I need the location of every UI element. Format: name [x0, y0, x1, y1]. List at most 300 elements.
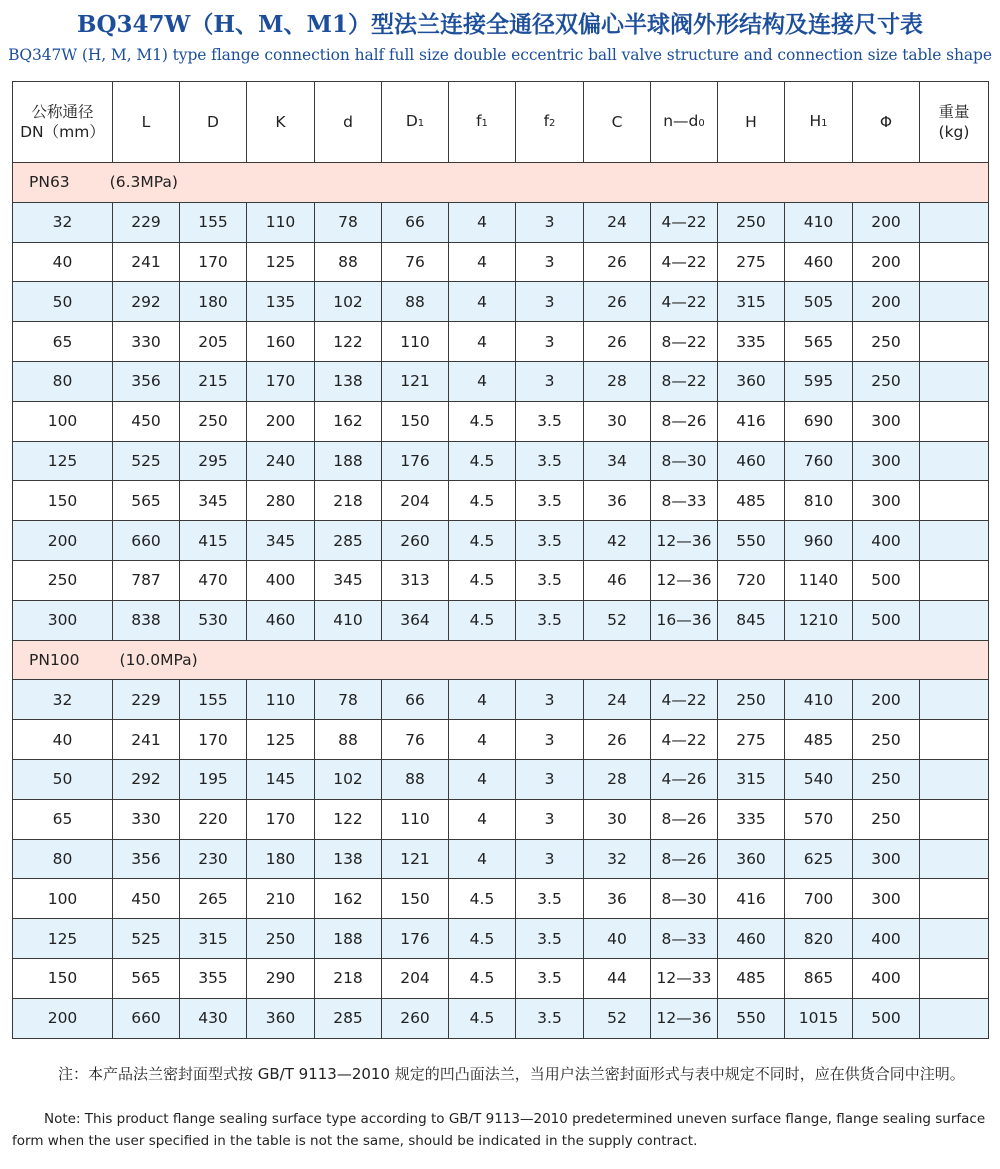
table-row	[13, 202, 989, 242]
cell-dn: 80	[13, 839, 113, 879]
cell-n-d0: 8—33	[651, 919, 718, 959]
cell-n-d0: 8—30	[651, 441, 718, 481]
cell-d-outer: 415	[180, 521, 247, 561]
cell-l: 450	[113, 401, 180, 441]
cell-h1: 820	[785, 919, 853, 959]
cell-d1: 313	[382, 560, 449, 600]
cell-l: 660	[113, 521, 180, 561]
cell-f1: 4	[449, 202, 516, 242]
cell-f2: 3	[516, 799, 584, 839]
cell-h1: 690	[785, 401, 853, 441]
col-header-f1: f1	[449, 82, 516, 163]
cell-d-outer: 295	[180, 441, 247, 481]
pressure-class: PN63	[29, 173, 70, 192]
cell-f1: 4	[449, 282, 516, 322]
table-row	[13, 242, 989, 282]
cell-f1: 4.5	[449, 521, 516, 561]
cell-k: 135	[247, 282, 315, 322]
cell-d1: 121	[382, 839, 449, 879]
cell-d1: 88	[382, 759, 449, 799]
cell-k: 240	[247, 441, 315, 481]
cell-phi: 300	[853, 401, 920, 441]
cell-k: 110	[247, 202, 315, 242]
table-row	[13, 560, 989, 600]
cell-d: 138	[315, 361, 382, 401]
cell-d-outer: 205	[180, 322, 247, 362]
cell-c: 28	[584, 759, 651, 799]
cell-d: 218	[315, 481, 382, 521]
cell-h: 460	[718, 441, 785, 481]
cell-n-d0: 4—22	[651, 720, 718, 760]
table-row	[13, 481, 989, 521]
cell-k: 125	[247, 720, 315, 760]
cell-h: 250	[718, 680, 785, 720]
cell-phi: 500	[853, 600, 920, 640]
cell-d-outer: 195	[180, 759, 247, 799]
table-row	[13, 600, 989, 640]
cell-f2: 3.5	[516, 521, 584, 561]
cell-l: 292	[113, 759, 180, 799]
cell-l: 525	[113, 441, 180, 481]
col-header-k: K	[247, 82, 315, 163]
cell-phi: 500	[853, 560, 920, 600]
cell-h: 360	[718, 839, 785, 879]
table-row	[13, 680, 989, 720]
cell-d1: 76	[382, 242, 449, 282]
note-english: Note: This product flange sealing surface type according to GB/T 9113—2010 predetermined uneven surface flange, flange sealing surface form when the user specified in the table is not the same, should be indicated in the supply contract.	[12, 1111, 986, 1149]
cell-d: 88	[315, 242, 382, 282]
cell-d: 162	[315, 879, 382, 919]
cell-d1: 364	[382, 600, 449, 640]
cell-n-d0: 16—36	[651, 600, 718, 640]
cell-f2: 3.5	[516, 441, 584, 481]
cell-h: 720	[718, 560, 785, 600]
cell-l: 292	[113, 282, 180, 322]
cell-l: 330	[113, 799, 180, 839]
cell-phi: 400	[853, 919, 920, 959]
cell-dn: 200	[13, 998, 113, 1038]
table-row	[13, 998, 989, 1038]
table-header-row	[13, 82, 989, 163]
table-body	[13, 163, 989, 1039]
col-header-n-d0: n—d0	[651, 82, 718, 163]
cell-n-d0: 4—22	[651, 680, 718, 720]
cell-h: 550	[718, 998, 785, 1038]
cell-d1: 150	[382, 879, 449, 919]
cell-f1: 4	[449, 720, 516, 760]
cell-d-outer: 170	[180, 242, 247, 282]
section-header-row	[13, 163, 989, 203]
cell-c: 24	[584, 202, 651, 242]
cell-n-d0: 12—33	[651, 958, 718, 998]
cell-h: 250	[718, 202, 785, 242]
cell-d: 102	[315, 759, 382, 799]
page-title: BQ347W（H、M、M1）型法兰连接全通径双偏心半球阀外形结构及连接尺寸表	[77, 11, 923, 38]
cell-k: 110	[247, 680, 315, 720]
cell-h1: 960	[785, 521, 853, 561]
cell-h1: 460	[785, 242, 853, 282]
cell-l: 565	[113, 481, 180, 521]
col-header-d1: D1	[382, 82, 449, 163]
cell-f2: 3	[516, 242, 584, 282]
cell-dn: 100	[13, 879, 113, 919]
col-header-c: C	[584, 82, 651, 163]
cell-dn: 65	[13, 799, 113, 839]
cell-c: 26	[584, 322, 651, 362]
cell-n-d0: 4—22	[651, 242, 718, 282]
cell-d-outer: 430	[180, 998, 247, 1038]
cell-n-d0: 8—26	[651, 839, 718, 879]
col-header-l: L	[113, 82, 180, 163]
table-row	[13, 919, 989, 959]
cell-dn: 100	[13, 401, 113, 441]
cell-k: 360	[247, 998, 315, 1038]
table-row	[13, 799, 989, 839]
cell-h: 335	[718, 322, 785, 362]
cell-phi: 250	[853, 361, 920, 401]
cell-f1: 4.5	[449, 441, 516, 481]
cell-k: 250	[247, 919, 315, 959]
cell-h1: 810	[785, 481, 853, 521]
cell-n-d0: 4—22	[651, 202, 718, 242]
cell-phi: 300	[853, 441, 920, 481]
cell-d: 78	[315, 680, 382, 720]
cell-h1: 485	[785, 720, 853, 760]
cell-c: 26	[584, 282, 651, 322]
table-row	[13, 282, 989, 322]
cell-d-outer: 250	[180, 401, 247, 441]
cell-d: 88	[315, 720, 382, 760]
cell-weight	[920, 441, 989, 481]
col-header-h1: H1	[785, 82, 853, 163]
col-header-h: H	[718, 82, 785, 163]
cell-h1: 540	[785, 759, 853, 799]
cell-h1: 410	[785, 680, 853, 720]
cell-d-outer: 180	[180, 282, 247, 322]
cell-d: 122	[315, 322, 382, 362]
table-row	[13, 879, 989, 919]
cell-weight	[920, 799, 989, 839]
cell-f2: 3	[516, 680, 584, 720]
cell-dn: 300	[13, 600, 113, 640]
cell-phi: 500	[853, 998, 920, 1038]
cell-f2: 3.5	[516, 560, 584, 600]
cell-phi: 250	[853, 799, 920, 839]
cell-d1: 150	[382, 401, 449, 441]
cell-phi: 250	[853, 759, 920, 799]
cell-d1: 121	[382, 361, 449, 401]
cell-c: 30	[584, 799, 651, 839]
cell-d-outer: 170	[180, 720, 247, 760]
cell-h1: 565	[785, 322, 853, 362]
col-header-weight: 重量 (kg)	[920, 82, 989, 163]
cell-f2: 3	[516, 202, 584, 242]
cell-f1: 4.5	[449, 600, 516, 640]
cell-k: 145	[247, 759, 315, 799]
cell-h: 275	[718, 720, 785, 760]
cell-phi: 200	[853, 242, 920, 282]
cell-k: 290	[247, 958, 315, 998]
cell-phi: 300	[853, 879, 920, 919]
cell-dn: 150	[13, 481, 113, 521]
cell-d1: 176	[382, 441, 449, 481]
cell-d-outer: 230	[180, 839, 247, 879]
cell-d: 218	[315, 958, 382, 998]
cell-d-outer: 530	[180, 600, 247, 640]
cell-phi: 400	[853, 958, 920, 998]
cell-k: 170	[247, 799, 315, 839]
cell-weight	[920, 361, 989, 401]
cell-n-d0: 12—36	[651, 560, 718, 600]
cell-k: 180	[247, 839, 315, 879]
cell-f2: 3	[516, 282, 584, 322]
cell-phi: 300	[853, 481, 920, 521]
cell-f2: 3.5	[516, 958, 584, 998]
cell-f2: 3.5	[516, 481, 584, 521]
cell-phi: 250	[853, 720, 920, 760]
cell-d1: 260	[382, 521, 449, 561]
cell-weight	[920, 282, 989, 322]
cell-dn: 80	[13, 361, 113, 401]
cell-d: 285	[315, 521, 382, 561]
cell-weight	[920, 560, 989, 600]
cell-c: 26	[584, 720, 651, 760]
col-header-d-outer: D	[180, 82, 247, 163]
table-row	[13, 958, 989, 998]
cell-d1: 176	[382, 919, 449, 959]
cell-d: 188	[315, 919, 382, 959]
cell-c: 36	[584, 879, 651, 919]
cell-k: 345	[247, 521, 315, 561]
cell-dn: 50	[13, 282, 113, 322]
cell-l: 450	[113, 879, 180, 919]
cell-n-d0: 8—26	[651, 401, 718, 441]
cell-n-d0: 8—22	[651, 322, 718, 362]
cell-weight	[920, 879, 989, 919]
cell-d1: 204	[382, 481, 449, 521]
cell-f1: 4.5	[449, 919, 516, 959]
cell-d1: 66	[382, 202, 449, 242]
cell-h1: 1140	[785, 560, 853, 600]
cell-h: 485	[718, 958, 785, 998]
cell-n-d0: 12—36	[651, 521, 718, 561]
cell-h1: 1015	[785, 998, 853, 1038]
cell-d1: 88	[382, 282, 449, 322]
cell-k: 280	[247, 481, 315, 521]
cell-h: 460	[718, 919, 785, 959]
cell-phi: 300	[853, 839, 920, 879]
cell-d-outer: 155	[180, 680, 247, 720]
cell-l: 330	[113, 322, 180, 362]
cell-h1: 505	[785, 282, 853, 322]
cell-d: 285	[315, 998, 382, 1038]
cell-h: 275	[718, 242, 785, 282]
cell-c: 24	[584, 680, 651, 720]
pressure-value: (10.0MPa)	[119, 650, 198, 669]
col-header-phi: Φ	[853, 82, 920, 163]
cell-h1: 700	[785, 879, 853, 919]
cell-h: 360	[718, 361, 785, 401]
cell-l: 565	[113, 958, 180, 998]
cell-l: 660	[113, 998, 180, 1038]
cell-c: 26	[584, 242, 651, 282]
cell-h: 315	[718, 759, 785, 799]
cell-phi: 200	[853, 680, 920, 720]
cell-h1: 625	[785, 839, 853, 879]
cell-d-outer: 355	[180, 958, 247, 998]
cell-weight	[920, 600, 989, 640]
cell-weight	[920, 759, 989, 799]
cell-d1: 260	[382, 998, 449, 1038]
cell-k: 125	[247, 242, 315, 282]
cell-weight	[920, 720, 989, 760]
cell-d: 188	[315, 441, 382, 481]
cell-c: 44	[584, 958, 651, 998]
cell-c: 46	[584, 560, 651, 600]
cell-d: 102	[315, 282, 382, 322]
cell-weight	[920, 839, 989, 879]
cell-k: 210	[247, 879, 315, 919]
cell-dn: 150	[13, 958, 113, 998]
cell-f1: 4	[449, 759, 516, 799]
cell-weight	[920, 401, 989, 441]
table-row	[13, 521, 989, 561]
cell-phi: 250	[853, 322, 920, 362]
cell-h: 550	[718, 521, 785, 561]
cell-h1: 760	[785, 441, 853, 481]
table-row	[13, 361, 989, 401]
cell-f2: 3	[516, 322, 584, 362]
note-chinese: 注：本产品法兰密封面型式按 GB/T 9113—2010 规定的凹凸面法兰，当用户法兰密封面形式与表中规定不同时，应在供货合同中注明。	[58, 1065, 965, 1083]
table-row	[13, 441, 989, 481]
cell-l: 356	[113, 839, 180, 879]
cell-f1: 4	[449, 361, 516, 401]
cell-phi: 200	[853, 202, 920, 242]
cell-c: 42	[584, 521, 651, 561]
cell-d: 410	[315, 600, 382, 640]
cell-h1: 595	[785, 361, 853, 401]
cell-d: 162	[315, 401, 382, 441]
cell-phi: 200	[853, 282, 920, 322]
cell-d-outer: 215	[180, 361, 247, 401]
cell-l: 229	[113, 202, 180, 242]
cell-n-d0: 4—26	[651, 759, 718, 799]
cell-d-outer: 265	[180, 879, 247, 919]
cell-f2: 3	[516, 720, 584, 760]
table-row	[13, 720, 989, 760]
cell-c: 32	[584, 839, 651, 879]
cell-h: 485	[718, 481, 785, 521]
cell-f1: 4	[449, 322, 516, 362]
cell-d: 78	[315, 202, 382, 242]
cell-f1: 4	[449, 680, 516, 720]
cell-weight	[920, 521, 989, 561]
cell-d-outer: 220	[180, 799, 247, 839]
cell-d: 122	[315, 799, 382, 839]
cell-k: 200	[247, 401, 315, 441]
cell-f1: 4.5	[449, 560, 516, 600]
cell-f1: 4.5	[449, 401, 516, 441]
cell-f2: 3.5	[516, 998, 584, 1038]
col-header-d: d	[315, 82, 382, 163]
cell-d1: 66	[382, 680, 449, 720]
cell-h: 315	[718, 282, 785, 322]
cell-h1: 410	[785, 202, 853, 242]
cell-weight	[920, 322, 989, 362]
cell-c: 34	[584, 441, 651, 481]
section-label	[13, 163, 989, 203]
cell-dn: 32	[13, 202, 113, 242]
cell-d-outer: 470	[180, 560, 247, 600]
cell-f2: 3.5	[516, 401, 584, 441]
cell-f2: 3	[516, 361, 584, 401]
dimension-table	[12, 81, 989, 1039]
pressure-value: (6.3MPa)	[109, 173, 178, 192]
cell-dn: 250	[13, 560, 113, 600]
cell-f1: 4.5	[449, 998, 516, 1038]
cell-f1: 4	[449, 242, 516, 282]
section-label	[13, 640, 989, 680]
table-row	[13, 401, 989, 441]
cell-f2: 3	[516, 759, 584, 799]
cell-dn: 40	[13, 242, 113, 282]
cell-k: 460	[247, 600, 315, 640]
cell-dn: 40	[13, 720, 113, 760]
cell-n-d0: 4—22	[651, 282, 718, 322]
cell-weight	[920, 680, 989, 720]
cell-dn: 50	[13, 759, 113, 799]
cell-f2: 3.5	[516, 879, 584, 919]
cell-f1: 4.5	[449, 958, 516, 998]
cell-d1: 110	[382, 322, 449, 362]
cell-weight	[920, 242, 989, 282]
cell-d1: 76	[382, 720, 449, 760]
cell-d: 345	[315, 560, 382, 600]
cell-d1: 204	[382, 958, 449, 998]
pressure-class: PN100	[29, 650, 80, 669]
cell-d: 138	[315, 839, 382, 879]
cell-d-outer: 345	[180, 481, 247, 521]
section-header-row	[13, 640, 989, 680]
col-header-f2: f2	[516, 82, 584, 163]
cell-h: 416	[718, 401, 785, 441]
cell-h1: 570	[785, 799, 853, 839]
cell-l: 356	[113, 361, 180, 401]
cell-weight	[920, 481, 989, 521]
cell-l: 241	[113, 242, 180, 282]
cell-dn: 125	[13, 441, 113, 481]
cell-c: 40	[584, 919, 651, 959]
cell-n-d0: 8—30	[651, 879, 718, 919]
cell-f1: 4	[449, 839, 516, 879]
cell-d-outer: 315	[180, 919, 247, 959]
cell-k: 400	[247, 560, 315, 600]
cell-weight	[920, 919, 989, 959]
table-row	[13, 759, 989, 799]
cell-l: 525	[113, 919, 180, 959]
cell-dn: 65	[13, 322, 113, 362]
cell-f1: 4.5	[449, 481, 516, 521]
cell-f1: 4.5	[449, 879, 516, 919]
cell-f2: 3.5	[516, 600, 584, 640]
cell-dn: 32	[13, 680, 113, 720]
cell-f2: 3.5	[516, 919, 584, 959]
cell-weight	[920, 958, 989, 998]
cell-f1: 4	[449, 799, 516, 839]
cell-c: 36	[584, 481, 651, 521]
cell-n-d0: 8—33	[651, 481, 718, 521]
cell-phi: 400	[853, 521, 920, 561]
